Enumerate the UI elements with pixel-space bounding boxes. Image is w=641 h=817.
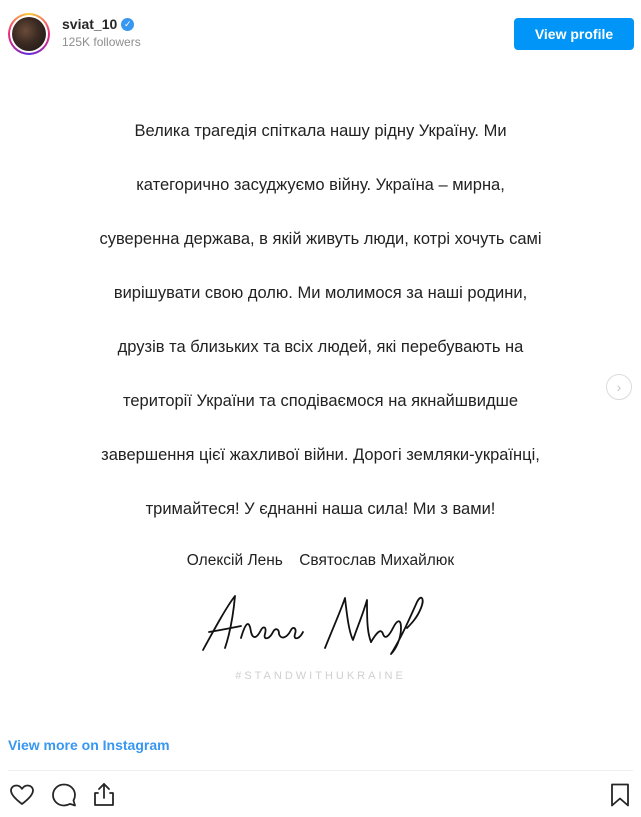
post-text-line: завершення цієї жахливої війни. Дорогі земляки-українці, [101,446,540,464]
comment-icon[interactable] [50,781,78,809]
view-profile-button[interactable]: View profile [514,18,634,50]
signatory-name: Олексій Лень [186,552,283,569]
signatories [0,552,641,570]
avatar[interactable] [8,13,50,55]
post-text-line: категорично засуджуємо війну. Україна – мирна, [136,176,505,194]
handwritten-signature [195,588,445,658]
post-header [0,0,641,68]
avatar-ring [10,15,48,53]
share-icon[interactable] [90,781,118,809]
verified-icon: ✓ [121,18,134,31]
avatar-photo [12,17,46,51]
follower-count: 125K followers [62,35,141,49]
username[interactable]: sviat_10 [62,16,118,32]
chevron-right-icon[interactable]: › [606,374,632,400]
username-row[interactable] [62,16,134,32]
post-text-line: суверенна держава, в якій живуть люди, котрі хочуть самі [99,230,542,248]
post-text [0,116,641,548]
post-image[interactable] [0,68,641,713]
hashtag-watermark: #STANDWITHUKRAINE [235,670,406,682]
view-more-link[interactable]: View more on Instagram [8,737,170,753]
post-text-line: тримайтеся! У єднанні наша сила! Ми з вами! [145,500,496,518]
post-text-line: вирішувати свою долю. Ми молимося за наші родини, [113,284,528,302]
post-text-line: території України та сподіваємося на якнайшвидше [123,392,518,410]
divider [8,770,633,771]
post-text-line: друзів та близьких та всіх людей, які перебувають на [117,338,524,356]
signatory-name: Святослав Михайлюк [299,552,455,569]
bookmark-icon[interactable] [606,781,634,809]
heart-icon[interactable] [8,781,36,809]
post-text-line: Велика трагедія спіткала нашу рідну Україну. Ми [134,122,507,140]
